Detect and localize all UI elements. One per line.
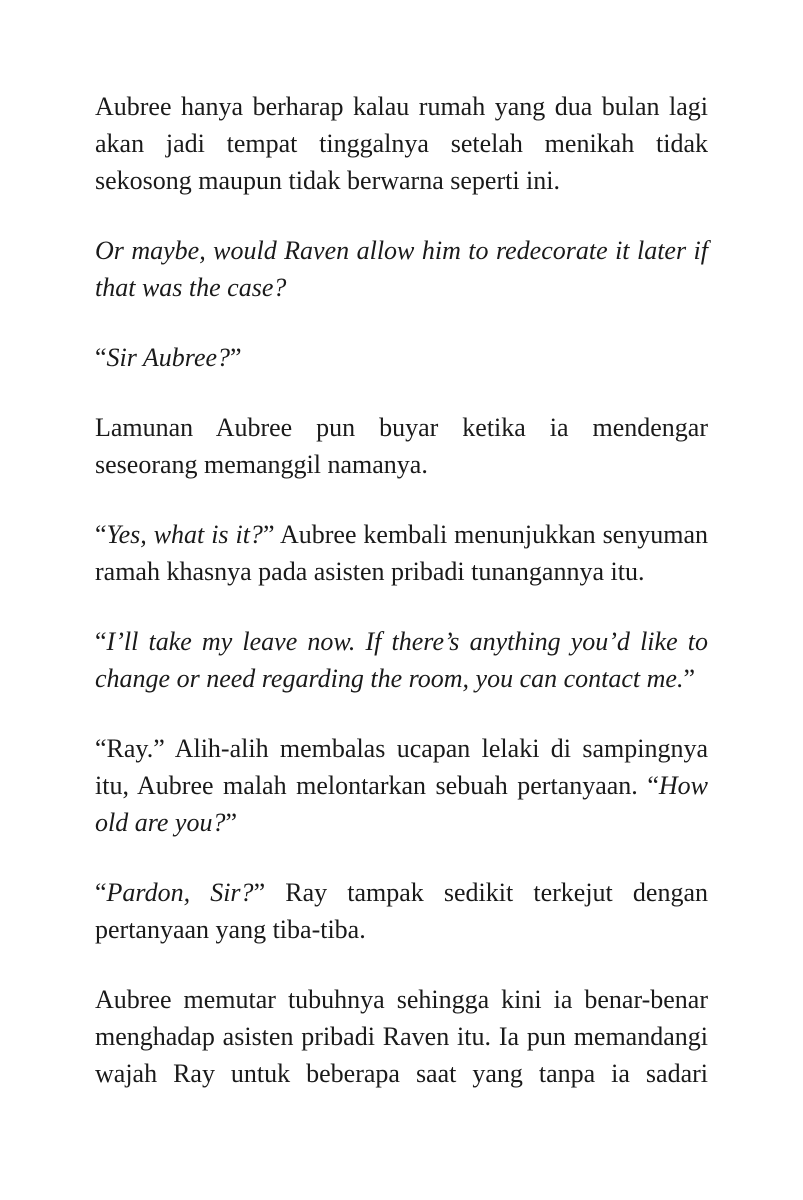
paragraph-5 — [95, 516, 708, 590]
paragraph-2 — [95, 232, 708, 306]
text-segment-italic: How old are you? — [95, 771, 708, 837]
text-segment-italic: Sir Aubree? — [106, 343, 231, 372]
paragraph-1 — [95, 88, 708, 199]
text-segment-italic: I’ll take my leave now. If there’s anything you’d like to change or need regarding the room, you can contact me. — [95, 627, 708, 693]
text-segment: “ — [95, 520, 107, 549]
paragraph-9 — [95, 981, 708, 1092]
paragraph-7 — [95, 730, 708, 841]
text-segment: ” — [225, 808, 238, 837]
text-segment: Aubree memutar tubuhnya sehingga kini ia benar-benar menghadap asisten pribadi Raven itu. Ia pun memandangi wajah Ray untuk beberapa saat yang tanpa ia sadari — [95, 985, 708, 1088]
text-segment: ” Ray tampak sedikit terkejut dengan pertanyaan yang tiba-tiba. — [95, 878, 708, 944]
text-segment-italic: Pardon, Sir? — [106, 878, 254, 907]
paragraph-3 — [95, 339, 708, 376]
text-segment: “Ray.” Alih-alih membalas ucapan lelaki di sampingnya itu, Aubree malah melontarkan sebuah pertanyaan. “ — [95, 734, 708, 800]
text-segment: Aubree hanya berharap kalau rumah yang dua bulan lagi akan jadi tempat tinggalnya setelah menikah tidak sekosong maupun tidak berwarna seperti ini. — [95, 92, 708, 195]
text-segment: ” Aubree kembali menunjukkan senyuman ramah khasnya pada asisten pribadi tunangannya itu. — [95, 520, 708, 586]
paragraph-6 — [95, 623, 708, 697]
text-segment: ” — [683, 664, 696, 693]
text-segment: “ — [95, 878, 107, 907]
paragraph-8 — [95, 874, 708, 948]
text-segment-italic: Yes, what is it? — [106, 520, 263, 549]
text-segment: Lamunan Aubree pun buyar ketika ia mendengar seseorang memanggil namanya. — [95, 413, 708, 479]
text-segment-italic: Or maybe, would Raven allow him to redecorate it later if that was the case? — [95, 236, 708, 302]
text-segment: “ — [95, 343, 107, 372]
text-segment: ” — [230, 343, 242, 372]
text-segment: “ — [95, 627, 107, 656]
paragraph-4 — [95, 409, 708, 483]
